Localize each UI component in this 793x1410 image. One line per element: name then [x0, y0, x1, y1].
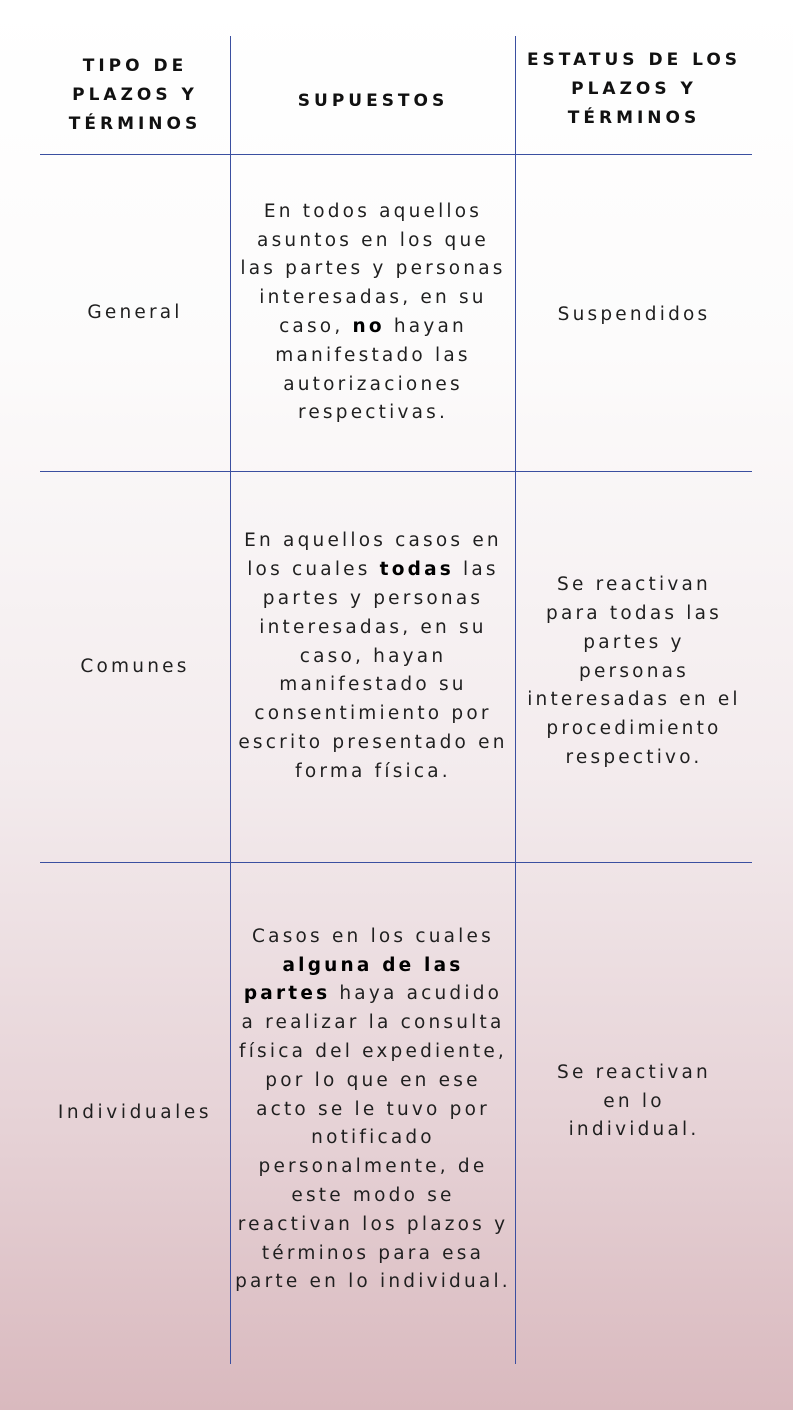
row-general-type [40, 155, 230, 471]
header-type-label: TIPO DE PLAZOS Y TÉRMINOS [68, 55, 202, 134]
header-status-label: ESTATUS DE LOS PLAZOS Y TÉRMINOS [526, 49, 742, 128]
case-emphasis: alguna de las partes [243, 954, 464, 1005]
row-individuales-status [516, 863, 752, 1341]
row-general-case [231, 155, 515, 471]
row-comunes-case [231, 472, 515, 842]
header-cases [231, 36, 515, 166]
row-individuales-case [231, 863, 515, 1357]
row-type-label: General [87, 301, 183, 323]
plazos-table [40, 36, 752, 1364]
row-general-status [516, 155, 752, 475]
header-cases-label: SUPUESTOS [297, 90, 449, 111]
row-comunes-status [516, 472, 752, 872]
row-case-text: Casos en los cuales alguna de las partes haya acudido a realizar la consulta física del expediente, por lo que en ese acto se le tuvo por notificado personalmente, de este modo se reactivan los plazos y términos para esa parte en lo individual. [235, 925, 511, 1293]
row-type-label: Comunes [80, 655, 190, 677]
row-case-text: En todos aquellos asuntos en los que las partes y personas interesadas, en su caso, no hayan manifestado las autorizaciones respectivas. [240, 200, 506, 424]
row-status-label: Se reactivan para todas las partes y personas interesadas en el procedimiento respectivo. [527, 574, 741, 768]
case-emphasis: todas [379, 559, 454, 581]
row-individuales-type [40, 863, 230, 1364]
row-type-label: Individuales [57, 1102, 213, 1124]
header-status [516, 36, 752, 142]
case-emphasis: no [352, 316, 385, 337]
row-status-label: Se reactivan en lo individual. [557, 1061, 711, 1141]
row-case-text: En aquellos casos en los cuales todas las partes y personas interesadas, en su caso, hayan manifestado su consentimiento por escrito presentado en forma física. [238, 530, 508, 782]
header-type [40, 36, 230, 154]
row-comunes-type [40, 472, 230, 862]
row-status-label: Suspendidos [557, 303, 711, 325]
